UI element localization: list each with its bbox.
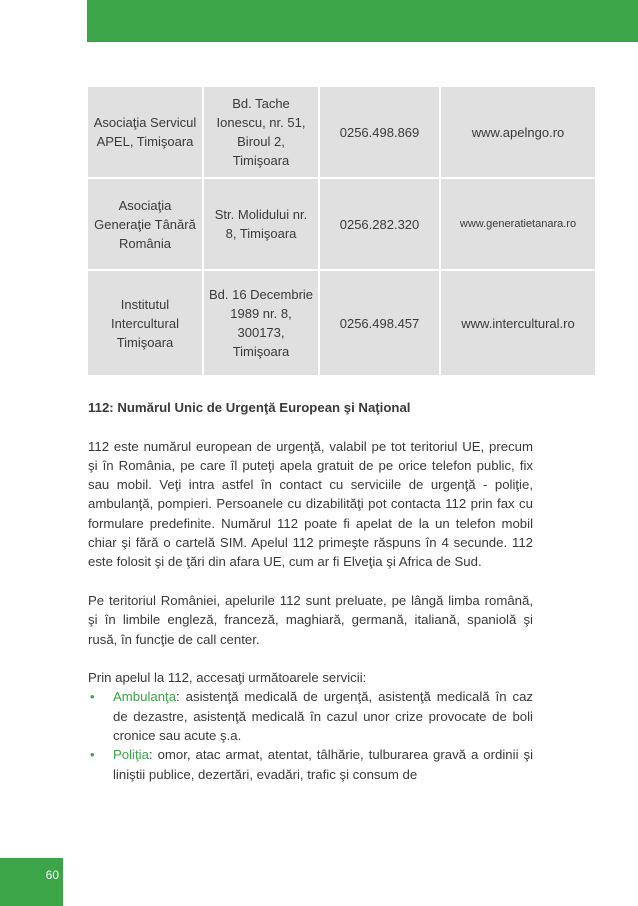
list-item <box>88 687 533 745</box>
bullet-icon: • <box>90 747 95 763</box>
service-term: Ambulanţa <box>113 689 177 705</box>
section-112 <box>88 398 533 784</box>
paragraph: 112 este numărul european de urgenţă, valabil pe tot teritoriul UE, precum şi în România, pe care îl puteţi apela gratuit de pe orice telefon public, fix sau mobil. Veţi intra astfel în contact cu serviciile de urgenţă - poliţie, ambulanţă, pompieri. Persoanele cu dizabilităţi pot contacta 112 prin fax cu formulare predefinite. Numărul 112 poate fi apelat de la un telefon mobil chiar şi fără o cartelă SIM. Apelul 112 primeşte răspuns în 4 secunde. 112 este folosit şi de ţări din afara UE, cum ar fi Elveţia şi Africa de Sud. <box>88 438 533 570</box>
service-term: Poliţia <box>113 747 149 763</box>
service-description: : asistenţă medicală de urgenţă, asistenţă medicală în caz de dezastre, asistenţă medicală în cazul unor crize provocate de boli cronice sau acute ş.a. <box>113 689 533 744</box>
org-name-cell: Asociaţia Servicul APEL, Timişoara <box>87 86 203 178</box>
org-phone-cell: 0256.498.457 <box>319 270 440 376</box>
org-name-cell: Asociaţia Generaţie Tânără România <box>87 178 203 270</box>
org-website-cell[interactable]: www.intercultural.ro <box>440 270 596 376</box>
service-description: : omor, atac armat, atentat, tâlhărie, tulburarea gravă a ordinii şi liniştii publice, dezertări, evadări, trafic şi consum de <box>113 747 533 782</box>
org-website-cell[interactable]: www.generatietanara.ro <box>440 178 596 270</box>
org-phone-cell: 0256.282.320 <box>319 178 440 270</box>
org-website-cell[interactable]: www.apelngo.ro <box>440 86 596 178</box>
page-number-box <box>0 858 63 906</box>
section-heading: 112: Numărul Unic de Urgenţă European şi Naţional <box>88 400 411 415</box>
list-item <box>88 745 533 784</box>
org-address-cell: Bd. Tache Ionescu, nr. 51, Biroul 2, Timişoara <box>203 86 319 178</box>
table-row <box>87 270 596 376</box>
paragraph: Pe teritoriul României, apelurile 112 sunt preluate, pe lângă limba română, şi în limbile engleză, franceză, maghiară, germană, italiană, spaniolă şi rusă, în funcţie de call center. <box>88 592 533 647</box>
header-accent-bar <box>87 0 638 42</box>
org-address-cell: Str. Molidului nr. 8, Timişoara <box>203 178 319 270</box>
page-number: 60 <box>45 868 59 882</box>
table-row <box>87 178 596 270</box>
org-address-cell: Bd. 16 Decembrie 1989 nr. 8, 300173, Timişoara <box>203 270 319 376</box>
bullet-icon: • <box>90 689 95 705</box>
table-row <box>87 86 596 178</box>
services-intro: Prin apelul la 112, accesaţi următoarele servicii: <box>88 670 367 686</box>
services-list <box>88 687 533 783</box>
organizations-table <box>86 85 597 377</box>
org-phone-cell: 0256.498.869 <box>319 86 440 178</box>
org-name-cell: Institutul Intercultural Timişoara <box>87 270 203 376</box>
